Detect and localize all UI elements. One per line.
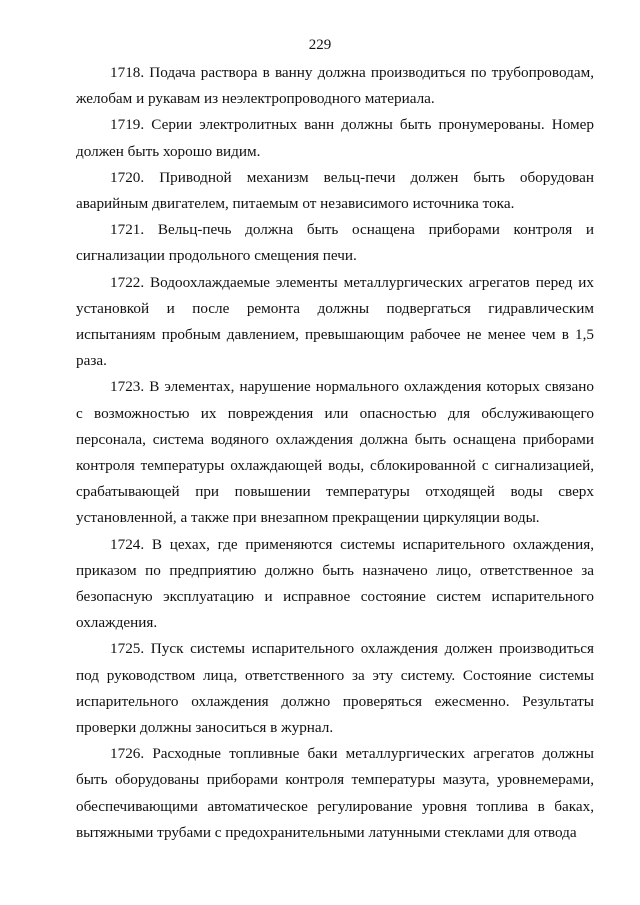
paragraph-1720: 1720. Приводной механизм вельц-печи должен быть оборудован аварийным двигателем, питаемым от независимого источника тока. (76, 168, 594, 213)
paragraph-1721: 1721. Вельц-печь должна быть оснащена приборами контроля и сигнализации продольного смещения печи. (76, 221, 594, 265)
paragraph-1719: 1719. Серии электролитных ванн должны быть пронумерованы. Номер должен быть хорошо видим. (76, 116, 594, 160)
paragraph-1725: 1725. Пуск системы испарительного охлаждения должен производиться под руководством лица, ответственного за эту систему. Состояние системы испарительного охлаждения должно проверяться ежесменно. Результаты проверки должны заноситься в журнал. (76, 640, 594, 737)
paragraph-1726: 1726. Расходные топливные баки металлургических агрегатов должны быть оборудованы приборами контроля температуры мазута, уровнемерами, обеспечивающими автоматическое регулирование уровня топлива в баках, вытяжными трубами с предохранительными латунными стеклами для отвода (76, 745, 594, 841)
paragraph-1724: 1724. В цехах, где применяются системы испарительного охлаждения, приказом по предприятию должно быть назначено лицо, ответственное за безопасную эксплуатацию и исправное состояние систем испарительного охлаждения. (76, 535, 594, 632)
paragraph-1718: 1718. Подача раствора в ванну должна производиться по трубопроводам, желобам и рукавам из неэлектропроводного материала. (76, 64, 594, 108)
paragraph-1723: 1723. В элементах, нарушение нормального охлаждения которых связано с возможностью их повреждения или опасностью для обслуживающего персонала, система водяного охлаждения должна быть оснащена приборами контроля температуры охлаждающей воды, сблокированной с сигнализацией, срабатывающей при повышении температуры отходящей воды сверх установленной, а также при внезапном прекращении циркуляции воды. (76, 378, 594, 527)
paragraph-1722: 1722. Водоохлаждаемые элементы металлургических агрегатов перед их установкой и после ремонта должны подвергаться гидравлическим испытаниям пробным давлением, превышающим рабочее не менее чем в 1,5 раза. (76, 273, 594, 370)
document-body (76, 60, 594, 846)
page-number: 229 (308, 37, 332, 53)
